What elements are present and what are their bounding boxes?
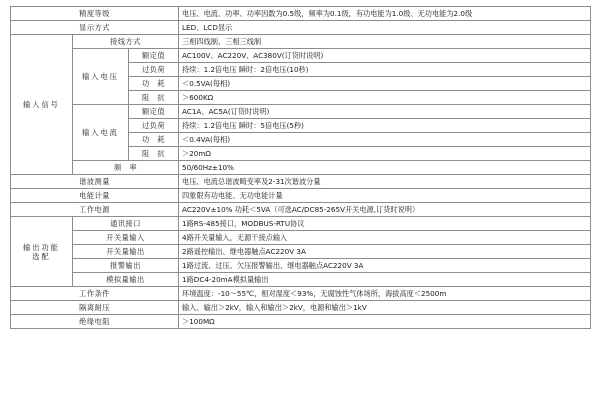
row-value-voltage-consumption: ＜0.5VA(每相) <box>179 77 591 91</box>
table-row <box>11 189 591 203</box>
row-label-alarm-output: 报警输出 <box>73 259 179 273</box>
table-row <box>11 175 591 189</box>
table-row <box>11 7 591 21</box>
table-row <box>11 49 591 63</box>
row-value-comm-interface: 1路RS-485接口，MODBUS-RTU协议 <box>179 217 591 231</box>
table-row <box>11 259 591 273</box>
subgroup-label-input-voltage: 输入电压 <box>73 49 129 105</box>
row-label-analog-output: 模拟量输出 <box>73 273 179 287</box>
row-value-alarm-output: 1路过流、过压、欠压报警输出、继电器触点AC220V 3A <box>179 259 591 273</box>
row-label-voltage-overload: 过负荷 <box>129 63 179 77</box>
table-row <box>11 301 591 315</box>
table-row <box>11 273 591 287</box>
row-label-working-condition: 工作条件 <box>11 287 179 301</box>
table-row <box>11 21 591 35</box>
row-value-accuracy: 电压、电流、功率、功率因数为0.5级，频率为0.1级，有功电能为1.0级、无功电能为2.0级 <box>179 7 591 21</box>
row-label-accuracy: 精度等级 <box>11 7 179 21</box>
row-value-current-rated: AC1A、AC5A(订货时说明) <box>179 105 591 119</box>
row-value-energy: 四象限有功电能、无功电能计量 <box>179 189 591 203</box>
row-label-harmonic: 谐波测量 <box>11 175 179 189</box>
row-value-display: LED、LCD显示 <box>179 21 591 35</box>
row-value-insulation-resistance: ＞100MΩ <box>179 315 591 329</box>
table-row <box>11 315 591 329</box>
row-label-insulation-resistance: 绝缘电阻 <box>11 315 179 329</box>
row-value-isolation-voltage: 输入、输出＞2kV，输入和输出＞2kV，电源和输出＞1kV <box>179 301 591 315</box>
row-value-frequency: 50/60Hz±10% <box>179 161 591 175</box>
row-label-di: 开关量输入 <box>73 231 179 245</box>
specification-table <box>10 6 591 329</box>
row-value-current-impedance: ＞20mΩ <box>179 147 591 161</box>
row-label-voltage-rated: 额定值 <box>129 49 179 63</box>
output-function-label-line1: 输出功能 <box>23 242 60 252</box>
row-value-harmonic: 电压、电流总谐波畸变率及2-31次谐波分量 <box>179 175 591 189</box>
table-row <box>11 203 591 217</box>
table-row <box>11 105 591 119</box>
row-label-frequency: 频 率 <box>73 161 179 175</box>
row-value-voltage-impedance: ＞600KΩ <box>179 91 591 105</box>
row-label-current-overload: 过负荷 <box>129 119 179 133</box>
output-function-label-line2: 选配 <box>32 251 51 261</box>
row-label-voltage-impedance: 阻 抗 <box>129 91 179 105</box>
row-value-current-consumption: ＜0.4VA(每相) <box>179 133 591 147</box>
table-row <box>11 287 591 301</box>
row-value-do: 2路遥控输出、继电器触点AC220V 3A <box>179 245 591 259</box>
row-value-di: 4路开关量输入，无源干接点输入 <box>179 231 591 245</box>
row-value-current-overload: 持续：1.2倍电压 瞬时：5倍电压(5秒) <box>179 119 591 133</box>
group-label-output-function <box>11 217 73 287</box>
row-value-working-condition: 环境温度：-10～55℃，相对湿度＜93%，无腐蚀性气体场所，海拔高度＜2500m <box>179 287 591 301</box>
row-value-voltage-rated: AC100V、AC220V、AC380V(订货时说明) <box>179 49 591 63</box>
row-label-current-impedance: 阻 抗 <box>129 147 179 161</box>
row-value-connection: 三相四线制、三相三线制 <box>179 35 591 49</box>
row-label-do: 开关量输出 <box>73 245 179 259</box>
row-value-analog-output: 1路DC4-20mA模拟量输出 <box>179 273 591 287</box>
table-row <box>11 161 591 175</box>
row-label-comm-interface: 通讯接口 <box>73 217 179 231</box>
row-label-energy: 电能计量 <box>11 189 179 203</box>
row-label-isolation-voltage: 隔离耐压 <box>11 301 179 315</box>
row-label-current-rated: 额定值 <box>129 105 179 119</box>
row-value-power-supply: AC220V±10% 功耗＜5VA（可选AC/DC85-265V开关电源,订货时说明） <box>179 203 591 217</box>
table-row <box>11 35 591 49</box>
row-label-voltage-consumption: 功 耗 <box>129 77 179 91</box>
group-label-input-signal: 输入信号 <box>11 35 73 175</box>
table-row <box>11 245 591 259</box>
row-label-current-consumption: 功 耗 <box>129 133 179 147</box>
subgroup-label-input-current: 输入电流 <box>73 105 129 161</box>
row-label-power-supply: 工作电源 <box>11 203 179 217</box>
row-label-display: 显示方式 <box>11 21 179 35</box>
table-row <box>11 231 591 245</box>
table-row <box>11 217 591 231</box>
row-label-connection: 接线方式 <box>73 35 179 49</box>
row-value-voltage-overload: 持续：1.2倍电压 瞬时：2倍电压(10秒) <box>179 63 591 77</box>
